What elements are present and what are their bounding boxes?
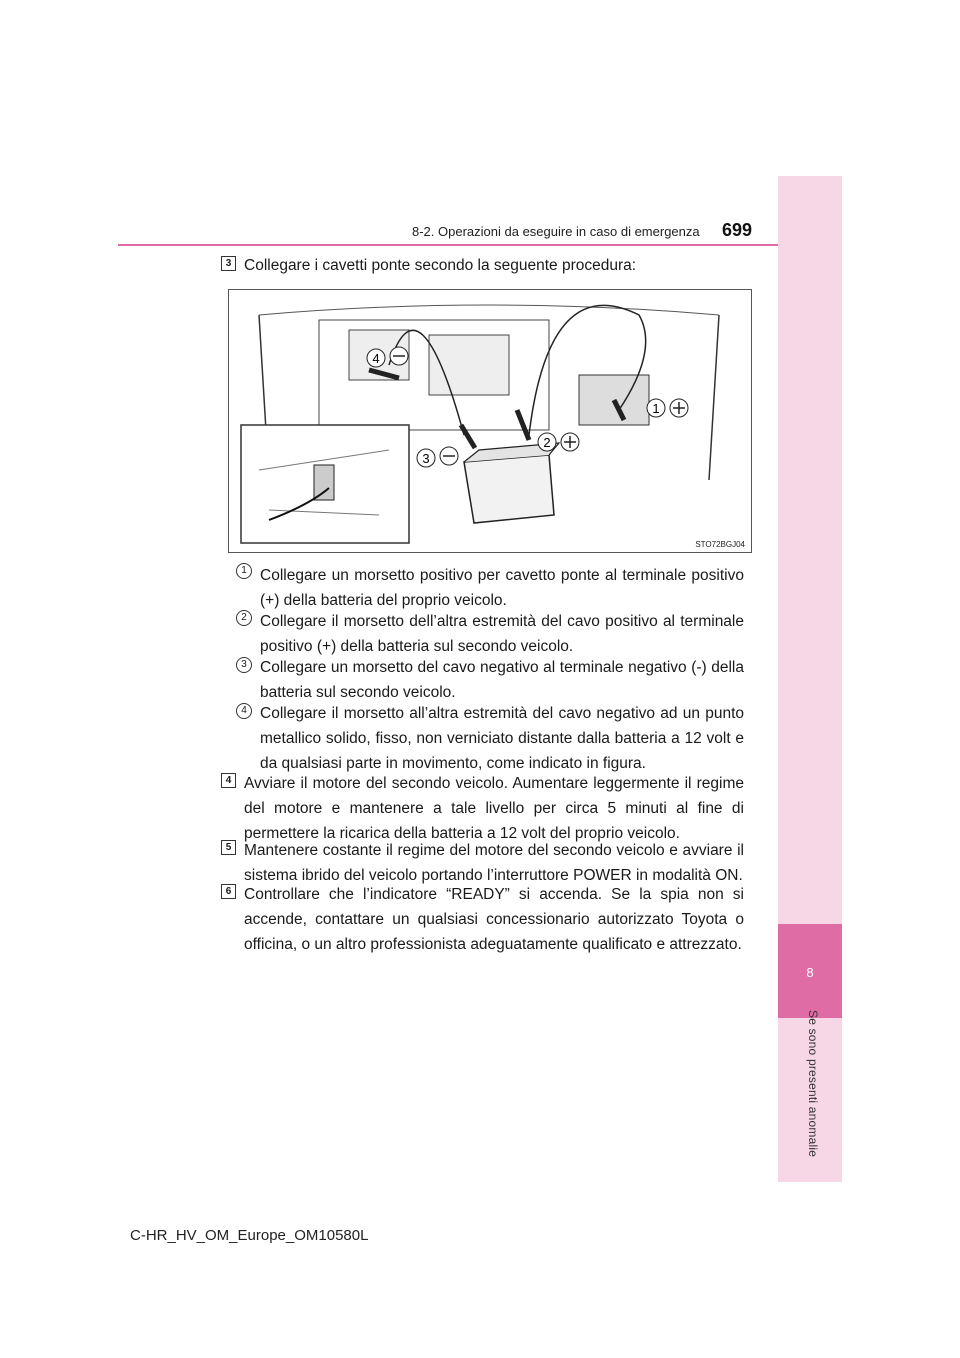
- callout-1-label: 1: [652, 401, 660, 416]
- callout-1: [647, 399, 688, 417]
- step-text: Controllare che l’indicatore “READY” si accenda. Se la spia non si accende, contattare un qualsiasi concessionario autorizzato Toyota o officina, o un altro professionista adeguatamente qualificato e attrezzato.: [244, 886, 744, 953]
- substep-number: 3: [236, 657, 252, 673]
- callout-3-label: 3: [422, 451, 430, 466]
- step-number-box: 6: [221, 884, 236, 899]
- callout-2-label: 2: [543, 435, 551, 450]
- substep-text: Collegare il morsetto dell’altra estremità del cavo positivo al terminale positivo (+) della batteria sul secondo veicolo.: [260, 613, 744, 655]
- header-divider: [118, 244, 778, 246]
- step-number-box: 4: [221, 773, 236, 788]
- step-number-box: 5: [221, 840, 236, 855]
- engine-bay-illustration: [229, 290, 751, 552]
- substep-text: Collegare il morsetto all’altra estremità del cavo negativo ad un punto metallico solido, fisso, non verniciato distante dalla batteria a 12 volt e da qualsiasi parte in movimento, come indicato in figura.: [260, 705, 744, 772]
- step-text: Collegare i cavetti ponte secondo la seguente procedura:: [244, 257, 637, 274]
- section-title: 8-2. Operazioni da eseguire in caso di emergenza: [412, 224, 700, 239]
- chapter-number: 8: [806, 965, 814, 980]
- callout-3: [417, 447, 458, 467]
- step-text: Avviare il motore del secondo veicolo. Aumentare leggermente il regime del motore e mantenere a tale livello per circa 5 minuti al fine di permettere la ricarica della batteria a 12 volt del proprio veicolo.: [244, 775, 744, 842]
- jump-start-figure: [228, 289, 752, 553]
- substep-number: 4: [236, 703, 252, 719]
- callout-4-label: 4: [372, 351, 380, 366]
- footer-document-id: C-HR_HV_OM_Europe_OM10580L: [130, 1227, 369, 1244]
- substep-text: Collegare un morsetto positivo per cavetto ponte al terminale positivo (+) della batteria del proprio veicolo.: [260, 567, 744, 609]
- page-number: 699: [722, 220, 753, 240]
- step-number-box: 3: [221, 256, 236, 271]
- substep-number: 2: [236, 610, 252, 626]
- chapter-title: Se sono presenti anomalie: [806, 1010, 820, 1158]
- substep-number: 1: [236, 563, 252, 579]
- callout-2: [538, 433, 579, 451]
- substep-text: Collegare un morsetto del cavo negativo al terminale negativo (-) della batteria sul secondo veicolo.: [260, 659, 744, 701]
- step-text: Mantenere costante il regime del motore del secondo veicolo e avviare il sistema ibrido del veicolo portando l’interruttore POWER in modalità ON.: [244, 842, 744, 884]
- figure-code: STO72BGJ04: [695, 540, 745, 549]
